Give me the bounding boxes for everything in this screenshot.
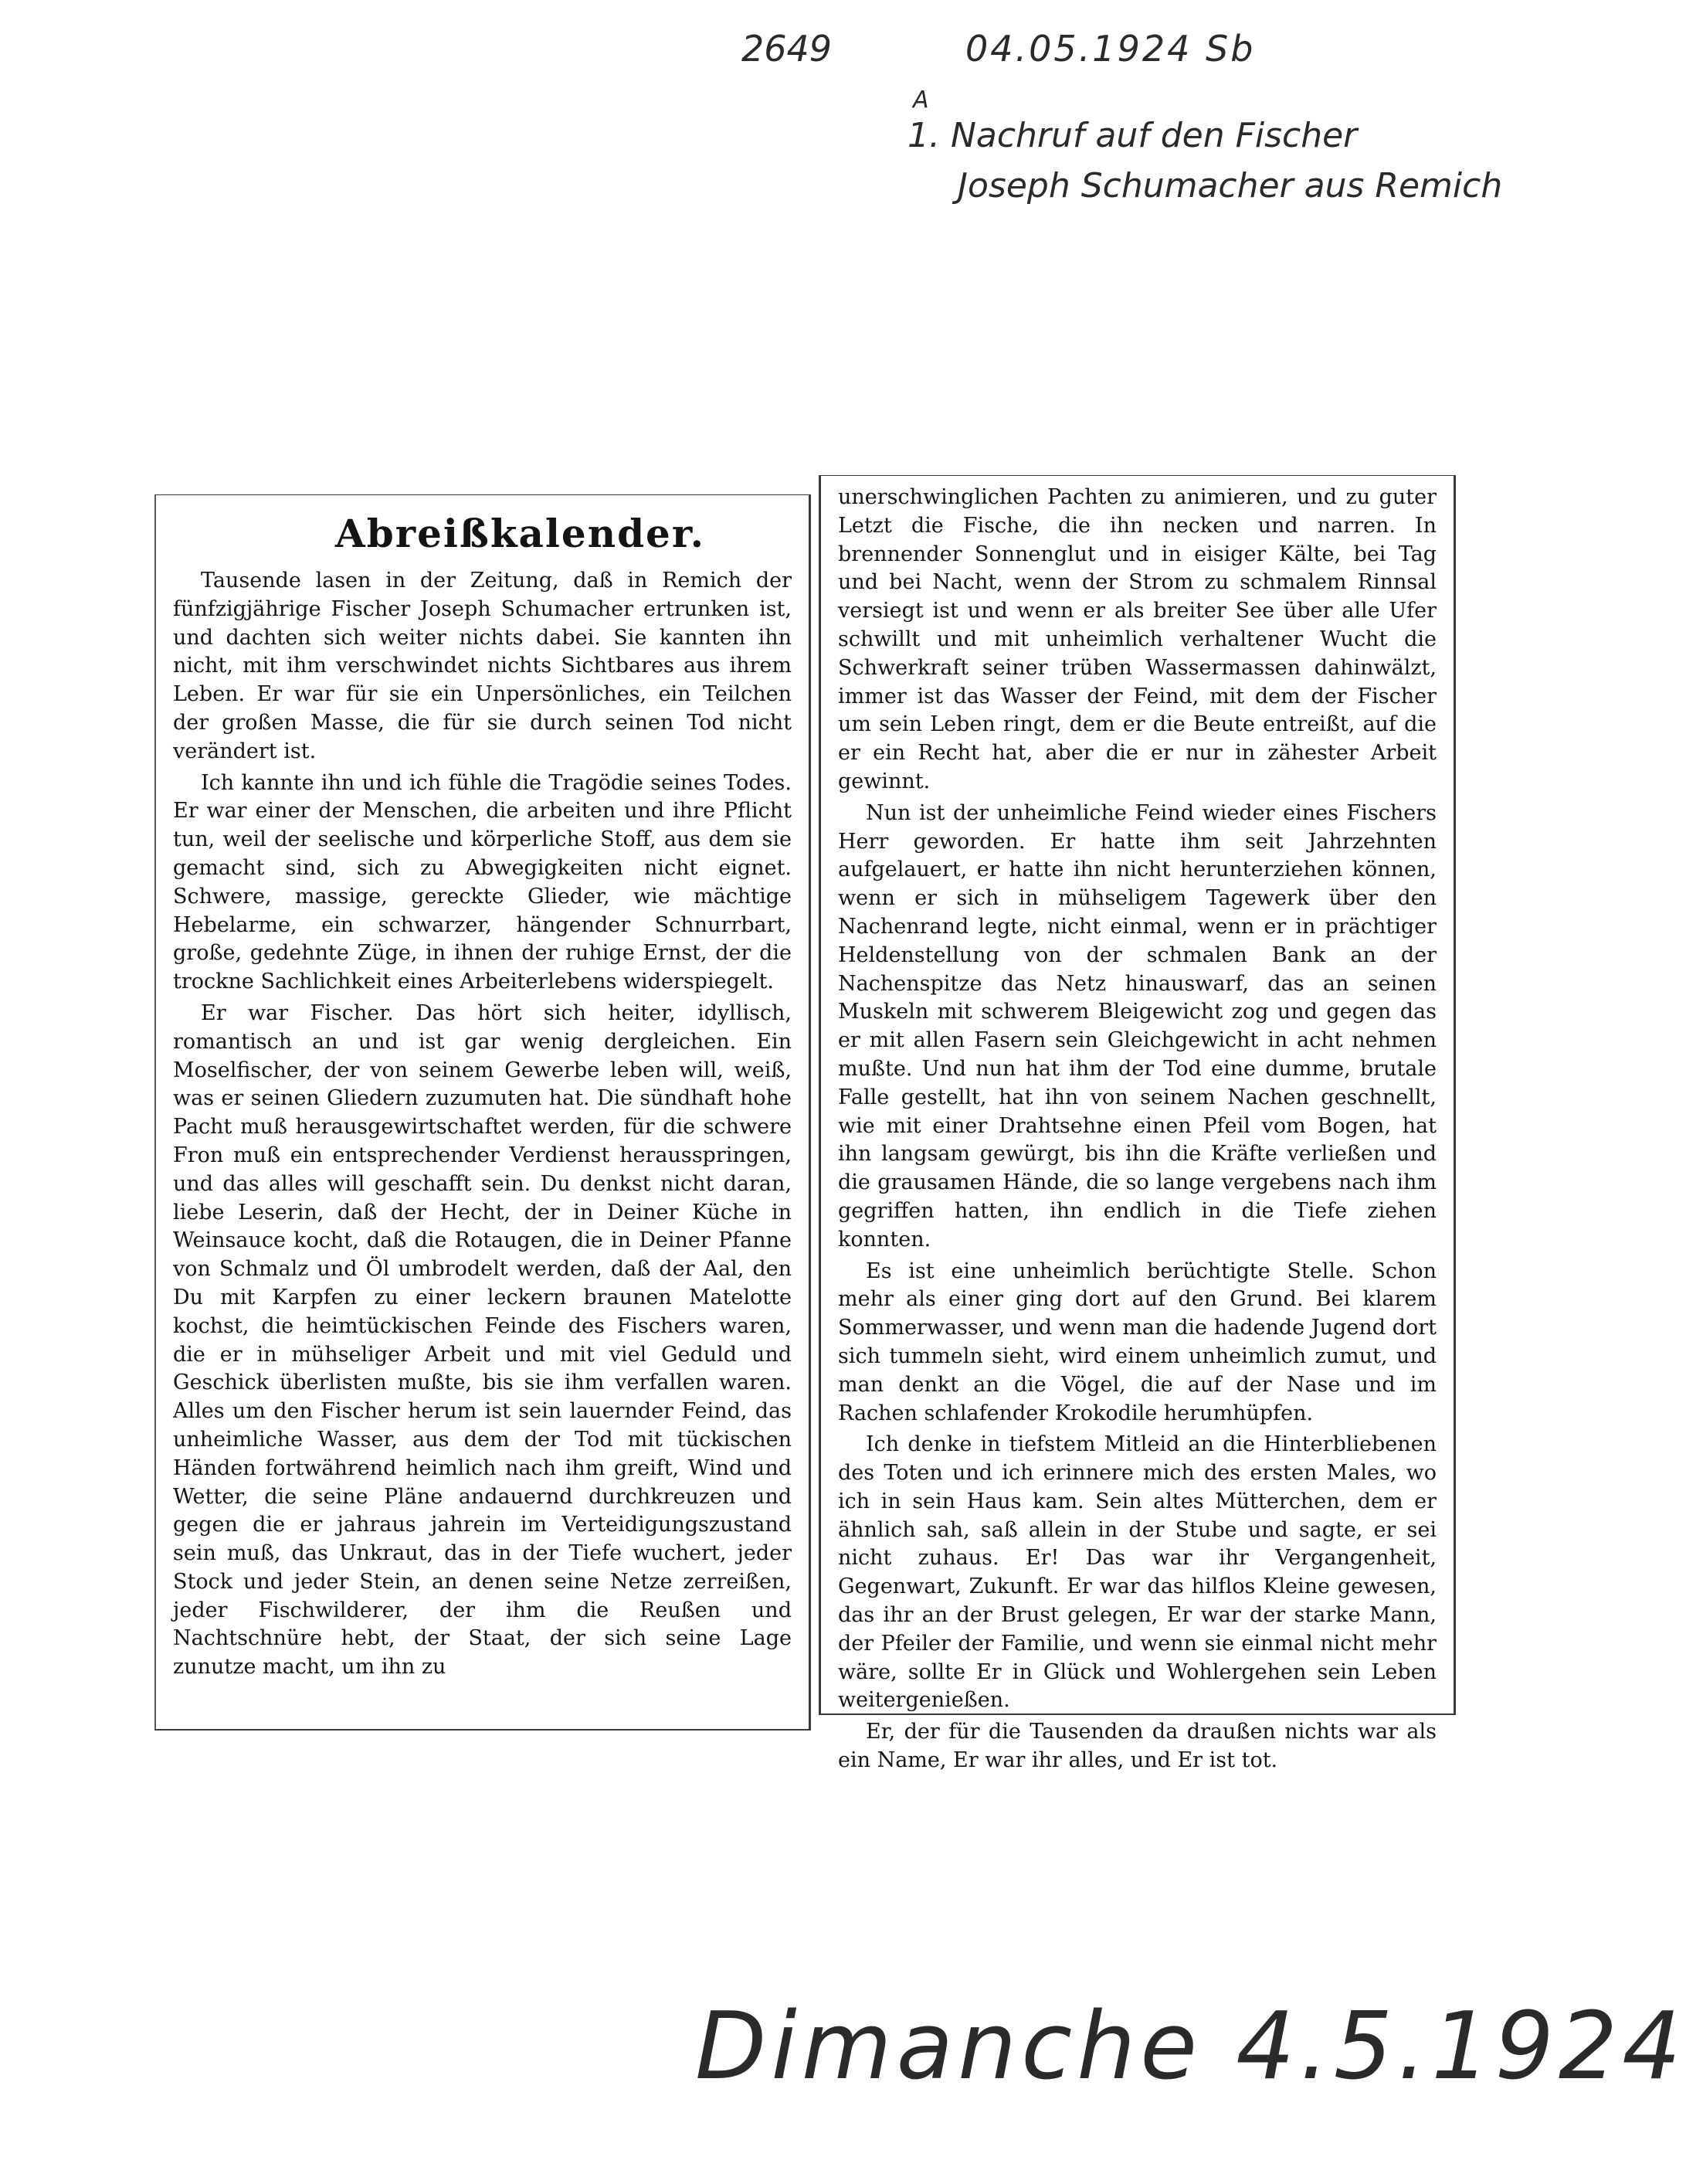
archive-number: 2649 <box>741 28 833 70</box>
article-paragraph: Ich kannte ihn und ich fühle die Tragödie seines Todes. Er war einer der Menschen, die arbeiten und ihre Pflicht tun, weil der seelische und körperliche Stoff, aus dem sie gemacht sind, sich zu Abwegigkeiten nicht eignet. Schwere, massige, gereckte Glieder, wie mächtige Hebelarme, ein schwarzer, hängender Schnurrbart, große, gedehnte Züge, in ihnen der ruhige Ernst, der die trockne Sachlichkeit eines Arbeiterlebens widerspiegelt. <box>173 770 792 994</box>
article-column-left <box>154 494 811 1731</box>
article-paragraph: Es ist eine unheimlich berüchtigte Stelle. Schon mehr als einer ging dort auf den Grund. Bei klarem Sommerwasser, und wenn man die hadende Jugend dort sich tummeln sieht, wird einem unheimlich zumut, und man denkt an die Vögel, die auf der Nase und im Rachen schlafender Krokodile herumhüpfen. <box>838 1258 1437 1425</box>
note-marker: A <box>913 87 929 114</box>
article-paragraph: Er, der für die Tausenden da draußen nichts war als ein Name, Er war ihr alles, und Er ist tot. <box>838 1720 1437 1773</box>
handwritten-note-line-1: 1. Nachruf auf den Fischer <box>907 116 1358 155</box>
handwritten-footer-date: Dimanche 4.5.1924 <box>695 1993 1686 2101</box>
article-paragraph: unerschwinglichen Pachten zu animieren, und zu guter Letzt die Fische, die ihn necken und narren. In brennender Sonnenglut und in eisiger Kälte, bei Tag und bei Nacht, wenn der Strom zu schmalem Rinnsal versiegt ist und wenn er als breiter See über alle Ufer schwillt und mit unheimlich verhaltener Wucht die Schwerkraft seiner trüben Wassermassen dahinwälzt, immer ist das Wasser der Feind, mit dem der Fischer um sein Leben ringt, dem er die Beute entreißt, auf die er ein Recht hat, aber die er nur in zähester Arbeit gewinnt. <box>838 485 1437 793</box>
article-paragraph: Ich denke in tiefstem Mitleid an die Hinterbliebenen des Toten und ich erinnere mich des ersten Males, wo ich in sein Haus kam. Sein altes Mütterchen, dem er ähnlich sah, saß allein in der Stube und sagte, er sei nicht zuhaus. Er! Das war ihr Vergangenheit, Gegenwart, Zukunft. Er war das hilflos Kleine gewesen, das ihr an der Brust gelegen, Er war der starke Mann, der Pfeiler der Familie, und wenn sie einmal nicht mehr wäre, sollte Er in Glück und Wohlergehen sein Leben weitergenießen. <box>838 1432 1437 1713</box>
article-column-right <box>819 475 1456 1773</box>
archive-date: 04.05.1924 Sb <box>965 28 1256 70</box>
article-paragraph: Nun ist der unheimliche Feind wieder eines Fischers Herr geworden. Er hatte ihm seit Jahrzehnten aufgelauert, er hatte ihn nicht herunterziehen können, wenn er sich in mühseligem Tagewerk über den Nachenrand legte, nicht einmal, wenn er in prächtiger Heldenstellung von der schmalen Bank an der Nachenspitze das Netz hinauswarf, das an seinen Muskeln mit schwerem Bleigewicht zog und gegen das er mit allen Fasern sein Gleichgewicht in acht nehmen mußte. Und nun hat ihm der Tod eine dumme, brutale Falle gestellt, hat ihn von seinem Nachen geschnellt, wie mit einer Drahtsehne einen Pfeil vom Bogen, hat ihn langsam gewürgt, bis ihn die Kräfte verließen und die grausamen Hände, die so lange vergebens nach ihm gegriffen hatten, ihn endlich in die Tiefe ziehen konnten. <box>838 800 1437 1252</box>
article-paragraph: Tausende lasen in der Zeitung, daß in Remich der fünfzigjährige Fischer Joseph Schumacher ertrunken ist, und dachten sich weiter nichts dabei. Sie kannten ihn nicht, mit ihm verschwindet nichts Sichtbares aus ihrem Leben. Er war für sie ein Unpersönliches, ein Teilchen der großen Masse, die für sie durch seinen Tod nicht verändert ist. <box>173 569 792 763</box>
article-title: Abreißkalender. <box>335 511 706 556</box>
handwritten-note-line-2: Joseph Schumacher aus Remich <box>958 166 1503 205</box>
article-paragraph: Er war Fischer. Das hört sich heiter, idyllisch, romantisch an und ist gar wenig dergleichen. Ein Moselfischer, der von seinem Gewerbe leben will, weiß, was er seinen Gliedern zuzumuten hat. Die sündhaft hohe Pacht muß herausgewirtschaftet werden, für die schwere Fron muß ein entsprechender Verdienst herausspringen, und das alles will geschafft sein. Du denkst nicht daran, liebe Leserin, daß der Hecht, der in Deiner Küche in Weinsauce kocht, daß die Rotaugen, die in Deiner Pfanne von Schmalz und Öl umbrodelt werden, daß der Aal, den Du mit Karpfen zu einer leckern braunen Matelotte kochst, die heimtückischen Feinde des Fischers waren, die er in mühseliger Arbeit und mit viel Geduld und Geschick überlisten mußte, bis sie ihm verfallen waren. Alles um den Fischer herum ist sein lauernder Feind, das unheimliche Wasser, aus dem der Tod mit tückischen Händen fortwährend heimlich nach ihm greift, Wind und Wetter, die seine Pläne andauernd durchkreuzen und gegen die er jahraus jahrein im Verteidigungszustand sein muß, das Unkraut, das in der Tiefe wuchert, jeder Stock und jeder Stein, an denen seine Netze zerreißen, jeder Fischwilderer, der ihm die Reußen und Nachtschnüre hebt, der Staat, der sich seine Lage zunutze macht, um ihn zu <box>173 1000 792 1680</box>
